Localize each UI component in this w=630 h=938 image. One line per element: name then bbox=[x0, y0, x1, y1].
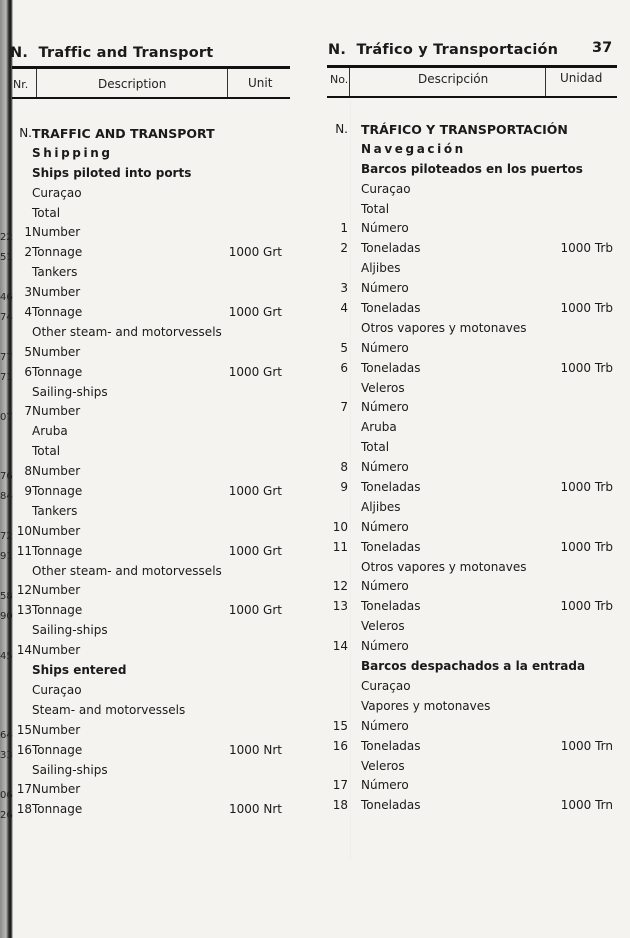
row-unit: 1000 Trb bbox=[560, 539, 613, 554]
row-description: Sailing-ships bbox=[32, 384, 108, 399]
left-section-letter: N. bbox=[10, 45, 29, 61]
margin-fragment-number: 45 bbox=[0, 651, 13, 662]
row-unit: 1000 Grt bbox=[228, 305, 282, 320]
right-title bbox=[328, 42, 558, 58]
margin-fragment-number: 64 bbox=[0, 730, 13, 741]
row-description: Otros vapores y motonaves bbox=[361, 559, 527, 574]
row-description: Toneladas bbox=[361, 798, 421, 813]
row-description: Tonnage bbox=[32, 543, 83, 558]
right-table-row bbox=[328, 577, 618, 597]
row-number: 4 bbox=[340, 301, 348, 316]
row-number: 12 bbox=[332, 579, 348, 594]
left-table-row bbox=[12, 263, 302, 283]
row-description: Número bbox=[361, 400, 409, 415]
left-table-row bbox=[12, 761, 302, 781]
left-table-row bbox=[12, 184, 302, 204]
left-table-row bbox=[12, 124, 302, 144]
left-table-row bbox=[12, 562, 302, 582]
left-table-row bbox=[12, 681, 302, 701]
row-number: 14 bbox=[16, 643, 32, 658]
row-description: Toneladas bbox=[361, 301, 421, 316]
right-table-row bbox=[328, 617, 618, 637]
margin-fragment-number: 77 bbox=[0, 352, 13, 363]
row-unit: 1000 Trb bbox=[560, 360, 613, 375]
row-number: 15 bbox=[332, 718, 348, 733]
row-number: 16 bbox=[16, 742, 32, 757]
right-table-row bbox=[328, 359, 618, 379]
row-unit: 1000 Grt bbox=[228, 543, 282, 558]
row-unit: 1000 Nrt bbox=[229, 802, 282, 817]
left-table-row bbox=[12, 641, 302, 661]
right-table-row bbox=[328, 160, 618, 180]
right-spanish-column bbox=[328, 120, 618, 816]
row-number: 10 bbox=[16, 523, 32, 538]
right-table-row bbox=[328, 697, 618, 717]
row-number: 14 bbox=[332, 639, 348, 654]
row-description: Número bbox=[361, 221, 409, 236]
margin-fragment-number: 26 bbox=[0, 810, 13, 821]
left-table-row bbox=[12, 601, 302, 621]
margin-fragment-number: 22 bbox=[0, 232, 13, 243]
left-table-row bbox=[12, 323, 302, 343]
left-table-row bbox=[12, 223, 302, 243]
row-number: 6 bbox=[340, 360, 348, 375]
right-table-row bbox=[328, 737, 618, 757]
right-table-row bbox=[328, 299, 618, 319]
row-description: Tonnage bbox=[32, 245, 83, 260]
left-table-row bbox=[12, 741, 302, 761]
right-table-row bbox=[328, 458, 618, 478]
row-unit: 1000 Grt bbox=[228, 245, 282, 260]
row-description: Aljibes bbox=[361, 499, 401, 514]
row-description: Tankers bbox=[32, 265, 78, 280]
right-table-row bbox=[328, 140, 618, 160]
right-table-row bbox=[328, 279, 618, 299]
left-table-row bbox=[12, 581, 302, 601]
left-table-row bbox=[12, 363, 302, 383]
right-table-row bbox=[328, 776, 618, 796]
row-description: Total bbox=[32, 444, 61, 459]
row-number: 17 bbox=[16, 782, 32, 797]
row-description: Barcos despachados a la entrada bbox=[361, 659, 586, 674]
right-header-nr: No. bbox=[330, 73, 349, 86]
margin-fragment-number: 58 bbox=[0, 591, 13, 602]
right-table-row bbox=[328, 438, 618, 458]
left-table-row bbox=[12, 343, 302, 363]
left-table-row bbox=[12, 243, 302, 263]
row-description: Sailing-ships bbox=[32, 762, 108, 777]
left-english-column bbox=[12, 124, 302, 820]
row-description: Toneladas bbox=[361, 241, 421, 256]
right-bottom-rule bbox=[327, 96, 617, 98]
margin-fragment-number: 06 bbox=[0, 790, 13, 801]
row-unit: 1000 Nrt bbox=[229, 742, 282, 757]
row-description: Número bbox=[361, 579, 409, 594]
row-number: 8 bbox=[340, 460, 348, 475]
right-header-divider bbox=[545, 68, 546, 96]
row-description: Other steam- and motorvessels bbox=[32, 324, 222, 339]
right-table-row bbox=[328, 478, 618, 498]
row-number: 10 bbox=[332, 519, 348, 534]
row-description: Número bbox=[361, 340, 409, 355]
right-table-row bbox=[328, 657, 618, 677]
row-number: 4 bbox=[24, 305, 32, 320]
row-number: 13 bbox=[16, 603, 32, 618]
row-number: 2 bbox=[340, 241, 348, 256]
row-description: Number bbox=[32, 225, 81, 240]
row-number: 3 bbox=[340, 281, 348, 296]
row-number: N. bbox=[335, 122, 348, 136]
margin-fragment-number: 90 bbox=[0, 611, 13, 622]
row-unit: 1000 Grt bbox=[228, 603, 282, 618]
row-description: Toneladas bbox=[361, 360, 421, 375]
right-table-row bbox=[328, 677, 618, 697]
row-description: Veleros bbox=[361, 619, 405, 634]
right-table-row bbox=[328, 398, 618, 418]
right-table-row bbox=[328, 180, 618, 200]
row-description: Ships entered bbox=[32, 663, 127, 678]
right-table-row bbox=[328, 597, 618, 617]
row-description: Tonnage bbox=[32, 364, 83, 379]
right-header-description: Descripción bbox=[418, 72, 489, 86]
row-unit: 1000 Trn bbox=[560, 798, 613, 813]
row-description: Curaçao bbox=[361, 678, 411, 693]
left-header-nr: Nr. bbox=[13, 78, 29, 91]
row-description: Número bbox=[361, 639, 409, 654]
row-number: 5 bbox=[340, 340, 348, 355]
left-table-row bbox=[12, 422, 302, 442]
left-table-row bbox=[12, 502, 302, 522]
right-table-row bbox=[328, 319, 618, 339]
right-table-row bbox=[328, 379, 618, 399]
row-description: Number bbox=[32, 643, 81, 658]
left-table-row bbox=[12, 442, 302, 462]
row-number: 7 bbox=[340, 400, 348, 415]
right-table-row bbox=[328, 558, 618, 578]
row-description: Vapores y motonaves bbox=[361, 698, 491, 713]
left-table-row bbox=[12, 204, 302, 224]
left-header-unit: Unit bbox=[248, 76, 273, 90]
row-description: Tonnage bbox=[32, 742, 83, 757]
margin-fragment-number: 91 bbox=[0, 551, 13, 562]
row-number: 8 bbox=[24, 464, 32, 479]
left-table-row bbox=[12, 383, 302, 403]
row-description: Número bbox=[361, 281, 409, 296]
margin-fragment-number: 07 bbox=[0, 412, 13, 423]
margin-fragment-number: 33 bbox=[0, 750, 13, 761]
left-table-row bbox=[12, 522, 302, 542]
left-table-row bbox=[12, 621, 302, 641]
row-description: Número bbox=[361, 718, 409, 733]
right-table-row bbox=[328, 717, 618, 737]
row-number: 5 bbox=[24, 344, 32, 359]
row-number: 16 bbox=[332, 738, 348, 753]
right-table-row bbox=[328, 259, 618, 279]
row-description: Tonnage bbox=[32, 603, 83, 618]
row-description: Sailing-ships bbox=[32, 623, 108, 638]
left-table-row bbox=[12, 164, 302, 184]
row-number: 12 bbox=[16, 583, 32, 598]
right-table-row bbox=[328, 518, 618, 538]
row-description: Curaçao bbox=[32, 185, 82, 200]
row-description: Número bbox=[361, 519, 409, 534]
right-table-row bbox=[328, 339, 618, 359]
row-description: Toneladas bbox=[361, 480, 421, 495]
row-number: 15 bbox=[16, 722, 32, 737]
row-unit: 1000 Grt bbox=[228, 364, 282, 379]
right-table-row bbox=[328, 200, 618, 220]
right-table-row bbox=[328, 796, 618, 816]
right-section-letter: N. bbox=[328, 42, 347, 58]
row-description: Tonnage bbox=[32, 484, 83, 499]
row-number: 7 bbox=[24, 404, 32, 419]
left-table-row bbox=[12, 800, 302, 820]
row-unit: 1000 Trn bbox=[560, 738, 613, 753]
row-number: 6 bbox=[24, 364, 32, 379]
row-number: N. bbox=[19, 126, 32, 140]
row-number: 9 bbox=[340, 480, 348, 495]
row-description: Number bbox=[32, 464, 81, 479]
left-table-row bbox=[12, 661, 302, 681]
left-bottom-rule bbox=[12, 97, 290, 99]
row-number: 11 bbox=[16, 543, 32, 558]
left-table-row bbox=[12, 721, 302, 741]
row-description: Toneladas bbox=[361, 539, 421, 554]
row-description: Veleros bbox=[361, 758, 405, 773]
row-description: TRAFFIC AND TRANSPORT bbox=[32, 126, 215, 141]
row-description: Total bbox=[361, 440, 390, 455]
row-unit: 1000 Trb bbox=[560, 480, 613, 495]
row-description: Number bbox=[32, 344, 81, 359]
row-description: Veleros bbox=[361, 380, 405, 395]
left-table-row bbox=[12, 462, 302, 482]
right-table-row bbox=[328, 120, 618, 140]
row-unit: 1000 Grt bbox=[228, 484, 282, 499]
right-table-row bbox=[328, 757, 618, 777]
right-table-row bbox=[328, 418, 618, 438]
row-number: 13 bbox=[332, 599, 348, 614]
right-table-row bbox=[328, 538, 618, 558]
row-description: TRÁFICO Y TRANSPORTACIÓN bbox=[361, 122, 568, 137]
right-title-text: Tráfico y Transportación bbox=[356, 42, 559, 58]
row-number: 18 bbox=[332, 798, 348, 813]
left-header-divider bbox=[36, 69, 37, 98]
margin-fragment-number: 46 bbox=[0, 292, 13, 303]
margin-fragment-number: 76 bbox=[0, 471, 13, 482]
margin-fragment-number: 84 bbox=[0, 491, 13, 502]
margin-fragment-number: 72 bbox=[0, 531, 13, 542]
row-description: Toneladas bbox=[361, 738, 421, 753]
left-table-row bbox=[12, 701, 302, 721]
row-description: Other steam- and motorvessels bbox=[32, 563, 222, 578]
row-description: Toneladas bbox=[361, 599, 421, 614]
left-table-row bbox=[12, 402, 302, 422]
right-header-divider bbox=[349, 68, 350, 96]
left-title bbox=[10, 45, 213, 61]
right-table-row bbox=[328, 239, 618, 259]
left-header-description: Description bbox=[98, 77, 167, 91]
row-number: 1 bbox=[340, 221, 348, 236]
row-number: 3 bbox=[24, 285, 32, 300]
left-table-row bbox=[12, 283, 302, 303]
row-description: Aruba bbox=[32, 424, 68, 439]
row-description: Número bbox=[361, 778, 409, 793]
row-unit: 1000 Trb bbox=[560, 241, 613, 256]
left-table-row bbox=[12, 303, 302, 323]
row-description: Steam- and motorvessels bbox=[32, 702, 186, 717]
row-description: Curaçao bbox=[361, 181, 411, 196]
left-table-row bbox=[12, 780, 302, 800]
row-number: 9 bbox=[24, 484, 32, 499]
row-description: Shipping bbox=[32, 145, 113, 160]
right-table-row bbox=[328, 498, 618, 518]
left-header-divider bbox=[227, 69, 228, 98]
row-number: 1 bbox=[24, 225, 32, 240]
row-description: Curaçao bbox=[32, 682, 82, 697]
left-table-row bbox=[12, 482, 302, 502]
right-table-row bbox=[328, 219, 618, 239]
row-number: 17 bbox=[332, 778, 348, 793]
row-description: Number bbox=[32, 722, 81, 737]
row-description: Barcos piloteados en los puertos bbox=[361, 161, 583, 176]
row-description: Number bbox=[32, 285, 81, 300]
row-description: Number bbox=[32, 583, 81, 598]
right-header-unit: Unidad bbox=[560, 71, 603, 85]
row-number: 2 bbox=[24, 245, 32, 260]
row-description: Number bbox=[32, 523, 81, 538]
row-number: 18 bbox=[16, 802, 32, 817]
margin-fragment-number: 71 bbox=[0, 372, 13, 383]
margin-fragment-number: 51 bbox=[0, 252, 13, 263]
row-description: Otros vapores y motonaves bbox=[361, 320, 527, 335]
right-top-rule bbox=[327, 65, 617, 68]
left-top-rule bbox=[12, 66, 290, 69]
left-title-text: Traffic and Transport bbox=[38, 45, 214, 61]
row-description: Número bbox=[361, 460, 409, 475]
row-description: Tonnage bbox=[32, 305, 83, 320]
row-description: Navegación bbox=[361, 141, 466, 156]
row-description: Number bbox=[32, 782, 81, 797]
left-table-row bbox=[12, 542, 302, 562]
margin-fragment-number: 74 bbox=[0, 312, 13, 323]
row-description: Ships piloted into ports bbox=[32, 165, 192, 180]
row-number: 11 bbox=[332, 539, 348, 554]
row-description: Aljibes bbox=[361, 261, 401, 276]
row-description: Tonnage bbox=[32, 802, 83, 817]
row-unit: 1000 Trb bbox=[560, 599, 613, 614]
page-number: 37 bbox=[592, 40, 613, 56]
right-table-row bbox=[328, 637, 618, 657]
left-table-row bbox=[12, 144, 302, 164]
row-unit: 1000 Trb bbox=[560, 301, 613, 316]
row-description: Total bbox=[32, 205, 61, 220]
row-description: Number bbox=[32, 404, 81, 419]
row-description: Aruba bbox=[361, 420, 397, 435]
row-description: Tankers bbox=[32, 503, 78, 518]
row-description: Total bbox=[361, 201, 390, 216]
